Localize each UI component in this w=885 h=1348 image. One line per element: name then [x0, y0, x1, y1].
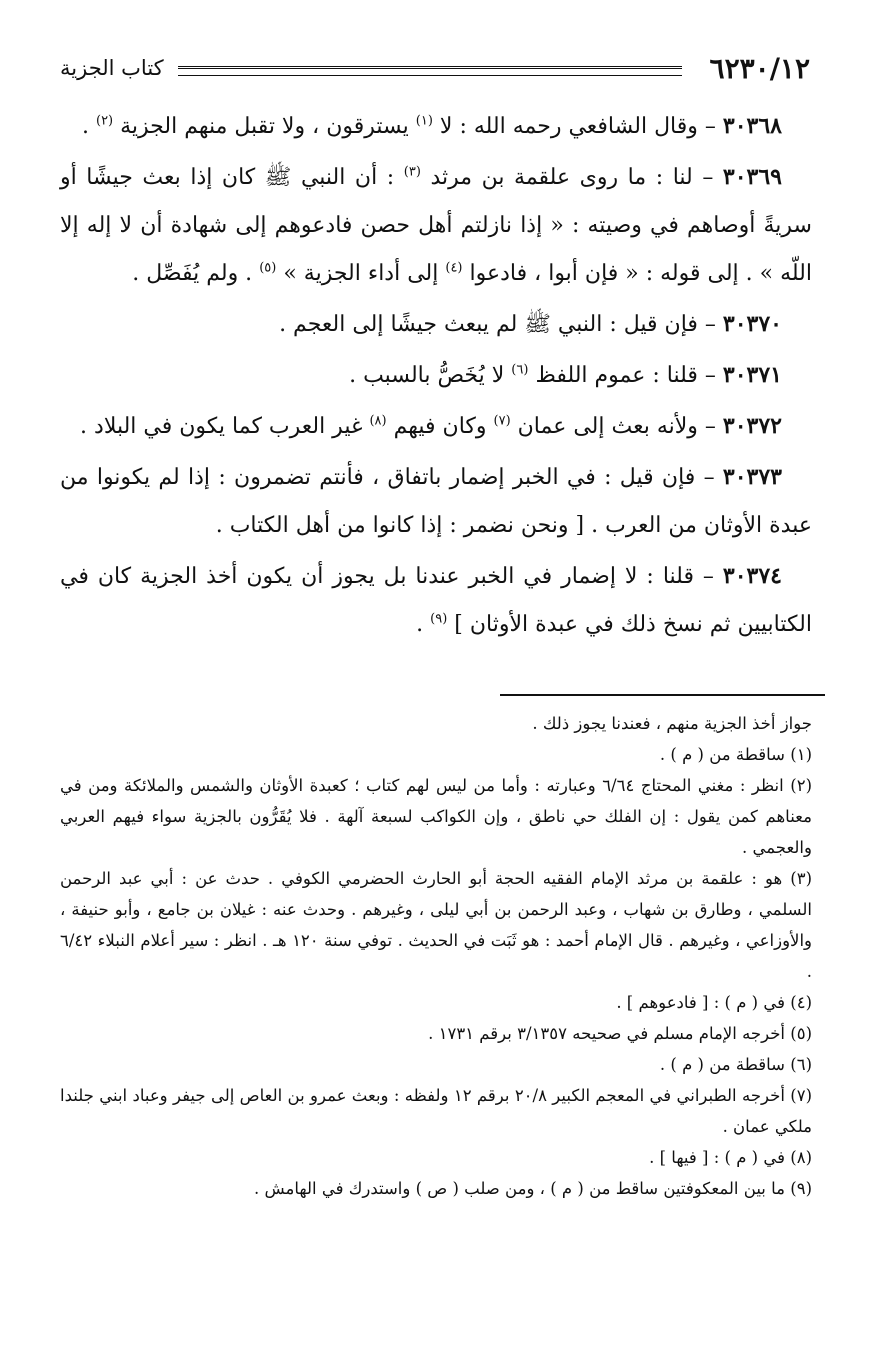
paragraph-text: يسترقون ، ولا تقبل منهم الجزية	[120, 114, 409, 139]
paragraph-text: – قلنا : عموم اللفظ	[535, 363, 716, 388]
main-text	[60, 102, 812, 651]
footnote-ref: (٣)	[403, 164, 421, 180]
paragraph-number: ٣٠٣٧٤	[722, 563, 782, 589]
footnote-ref: (٦)	[511, 362, 529, 378]
paragraph-number: ٣٠٣٧٠	[722, 311, 782, 337]
footnote-continuation: جواز أخذ الجزية منهم ، فعندنا يجوز ذلك .	[532, 714, 812, 733]
paragraph-text: لا يُخَصُّ بالسبب .	[349, 363, 505, 388]
paragraph-text: إلى أداء الجزية »	[283, 261, 439, 286]
footnote-5: (٥) أخرجه الإمام مسلم في صحيحه ٣/١٣٥٧ برقم ١٧٣١ .	[428, 1024, 812, 1043]
footnote-ref: (٩)	[430, 611, 448, 627]
paragraph-text: .	[416, 612, 424, 637]
footnote-6: (٦) ساقطة من ( م ) .	[659, 1055, 812, 1074]
page-header	[60, 50, 810, 90]
paragraph-text: غير العرب كما يكون في البلاد .	[80, 414, 363, 439]
paragraph-30374	[60, 552, 812, 649]
footnote-8: (٨) في ( م ) : [ فيها ] .	[649, 1148, 812, 1167]
paragraph-text: .	[81, 114, 89, 139]
footnote-1: (١) ساقطة من ( م ) .	[659, 745, 812, 764]
paragraph-text: – فإن قيل : النبي ﷺ لم يبعث جيشًا إلى العجم .	[279, 312, 716, 337]
paragraph-text: – فإن قيل : في الخبر إضمار باتفاق ، فأنتم تضمرون : إذا لم يكونوا من عبدة الأوثان من العرب . [ ونحن نضمر : إذا كانوا من أهل الكتاب .	[60, 465, 812, 538]
footnote-ref: (٥)	[259, 260, 277, 276]
paragraph-text: : أن النبي ﷺ كان إذا بعث جيشًا أو سريةً أوصاهم في وصيته : « إذا نازلتم أهل حصن فادعوهم إلى شهادة أن لا إله إلا اللّه » . إلى قوله : « فإن أبوا ، فادعوا	[60, 165, 812, 286]
footnote-ref: (٨)	[369, 413, 387, 429]
paragraph-number: ٣٠٣٦٩	[722, 164, 782, 190]
footnote-3: (٣) هو : علقمة بن مرثد الإمام الفقيه الحجة أبو الحارث الحضرمي الكوفي . حدث عن : أبي عبد الرحمن السلمي ، وطارق بن شهاب ، وعبد الرحمن بن أبي ليلى ، وغيرهم . وحدث عنه : غيلان بن جامع ، وأبو حنيفة ، والأوزاعي ، وغيرهم . قال الإمام أحمد : هو ثَبَت في الحديث . توفي سنة ١٢٠ هـ . انظر : سير أعلام النبلاء ٦/٤٢ .	[60, 869, 813, 981]
footnote-separator	[500, 694, 825, 696]
paragraph-30368	[60, 102, 812, 151]
paragraph-text: – وقال الشافعي رحمه الله : لا	[439, 114, 716, 139]
paragraph-number: ٣٠٣٧٣	[722, 464, 782, 490]
paragraph-text: – لنا : ما روى علقمة بن مرثد	[430, 165, 714, 190]
paragraph-30371	[60, 351, 812, 400]
footnotes	[60, 708, 812, 1204]
paragraph-text: . ولم يُفَصِّل .	[132, 261, 253, 286]
paragraph-text: – ولأنه بعث إلى عمان	[517, 414, 716, 439]
footnote-4: (٤) في ( م ) : [ فادعوهم ] .	[616, 993, 812, 1012]
book-title: كتاب الجزية	[60, 56, 164, 80]
paragraph-number: ٣٠٣٧٢	[722, 413, 782, 439]
paragraph-30373	[60, 453, 812, 550]
paragraph-text: – قلنا : لا إضمار في الخبر عندنا بل يجوز أن يكون أخذ الجزية كان في الكتابيين ثم نسخ ذلك في عبدة الأوثان ]	[60, 564, 812, 637]
footnote-ref: (٧)	[493, 413, 511, 429]
footnote-2: (٢) انظر : مغني المحتاج ٦/٦٤ وعبارته : وأما من ليس لهم كتاب ؛ كعبدة الأوثان والشمس والملائكة ومن في معناهم كمن يقول : إن الفلك حي ناطق ، وإن الكواكب لسبعة آلهة . فلا يُقَرُّون بالجزية سواء فيهم العربي والعجمي .	[60, 776, 812, 857]
page-number: ٦٢٣٠/١٢	[709, 52, 810, 85]
paragraph-30369	[60, 153, 812, 298]
paragraph-number: ٣٠٣٧١	[722, 362, 782, 388]
paragraph-number: ٣٠٣٦٨	[722, 113, 782, 139]
footnote-ref: (٤)	[445, 260, 463, 276]
header-rule	[178, 66, 682, 76]
paragraph-30370	[60, 300, 812, 349]
paragraph-text: وكان فيهم	[393, 414, 487, 439]
footnote-7: (٧) أخرجه الطبراني في المعجم الكبير ٢٠/٨ برقم ١٢ ولفظه : وبعث عمرو بن العاص إلى جيفر وعباد ابني جلندا ملكي عمان .	[60, 1086, 813, 1136]
footnote-ref: (١)	[415, 113, 433, 129]
paragraph-30372	[60, 402, 812, 451]
footnote-ref: (٢)	[95, 113, 114, 129]
footnote-9: (٩) ما بين المعكوفتين ساقط من ( م ) ، ومن صلب ( ص ) واستدرك في الهامش .	[254, 1179, 812, 1198]
